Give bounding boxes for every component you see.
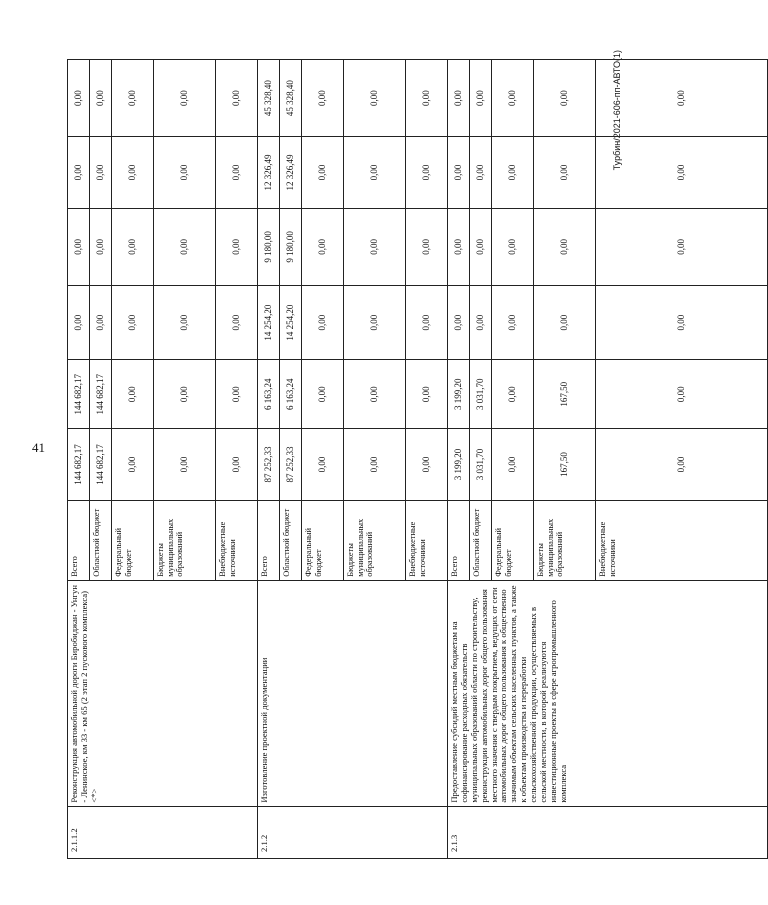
- amount-cell: 45 328,40: [280, 60, 302, 137]
- amount-cell: 0,00: [596, 360, 768, 429]
- amount-cell: 87 252,33: [280, 429, 302, 501]
- page-number: 41: [32, 440, 45, 455]
- funding-source: Бюджеты муниципальных образований: [344, 500, 406, 580]
- funding-source: Бюджеты муниципальных образований: [154, 500, 216, 580]
- amount-cell: 0,00: [154, 137, 216, 209]
- amount-cell: 0,00: [406, 360, 448, 429]
- amount-cell: 0,00: [302, 429, 344, 501]
- amount-cell: 0,00: [90, 137, 112, 209]
- amount-cell: 3 031,70: [470, 360, 492, 429]
- section-title: Предоставление субсидий местным бюджетам на софинансирование расходных обязательств муниципальных образований области по строительству, реконструкции автомобильных дорог общего пользования местного значения с твердым покрытием, ведущих от сети автомобильных дорог общего пользования к общественно значимым объектам сельских населенных пунктов, а также к объектам производства и переработки сельскохозяйственной продукции, осуществляемых в сельской местности, в которой реализуются инвестиционные проекты в сфере агропромышленного комплекса: [448, 580, 768, 806]
- funding-source: Бюджеты муниципальных образований: [534, 500, 596, 580]
- amount-cell: 0,00: [154, 360, 216, 429]
- amount-cell: 0,00: [216, 285, 258, 359]
- amount-cell: 0,00: [112, 429, 154, 501]
- amount-cell: 14 254,20: [258, 285, 280, 359]
- amount-cell: 0,00: [406, 60, 448, 137]
- amount-cell: 0,00: [596, 60, 768, 137]
- amount-cell: 0,00: [112, 60, 154, 137]
- amount-cell: 3 031,70: [470, 429, 492, 501]
- funding-source: Федеральный бюджет: [492, 500, 534, 580]
- funding-source: Внебюджетные источники: [596, 500, 768, 580]
- funding-source: Внебюджетные источники: [406, 500, 448, 580]
- funding-source: Областной бюджет: [470, 500, 492, 580]
- amount-cell: 0,00: [470, 60, 492, 137]
- amount-cell: 0,00: [68, 285, 90, 359]
- amount-cell: 0,00: [406, 137, 448, 209]
- amount-cell: 0,00: [216, 429, 258, 501]
- amount-cell: 167,50: [534, 360, 596, 429]
- section-code: 2.1.3: [448, 806, 768, 858]
- amount-cell: 144 682,17: [90, 429, 112, 501]
- amount-cell: 0,00: [470, 208, 492, 285]
- amount-cell: 0,00: [112, 360, 154, 429]
- amount-cell: 0,00: [344, 285, 406, 359]
- amount-cell: 0,00: [406, 429, 448, 501]
- amount-cell: 0,00: [344, 137, 406, 209]
- amount-cell: 0,00: [90, 60, 112, 137]
- section-code: 2.1.1.2: [68, 806, 258, 858]
- amount-cell: 0,00: [90, 208, 112, 285]
- amount-cell: 0,00: [448, 208, 470, 285]
- amount-cell: 0,00: [344, 429, 406, 501]
- funding-source: Федеральный бюджет: [112, 500, 154, 580]
- amount-cell: 6 163,24: [280, 360, 302, 429]
- amount-cell: 0,00: [448, 137, 470, 209]
- amount-cell: 0,00: [216, 208, 258, 285]
- amount-cell: 144 682,17: [68, 429, 90, 501]
- amount-cell: 6 163,24: [258, 360, 280, 429]
- amount-cell: 0,00: [68, 137, 90, 209]
- amount-cell: 0,00: [154, 208, 216, 285]
- amount-cell: 0,00: [492, 285, 534, 359]
- amount-cell: 0,00: [596, 137, 768, 209]
- amount-cell: 0,00: [216, 360, 258, 429]
- funding-source: Областной бюджет: [280, 500, 302, 580]
- funding-source: Внебюджетные источники: [216, 500, 258, 580]
- amount-cell: 0,00: [406, 208, 448, 285]
- amount-cell: 0,00: [216, 137, 258, 209]
- amount-cell: 9 180,00: [280, 208, 302, 285]
- amount-cell: 0,00: [112, 137, 154, 209]
- amount-cell: 0,00: [492, 208, 534, 285]
- amount-cell: 0,00: [68, 60, 90, 137]
- amount-cell: 0,00: [344, 360, 406, 429]
- funding-source: Всего: [448, 500, 470, 580]
- amount-cell: 0,00: [154, 285, 216, 359]
- amount-cell: 0,00: [448, 285, 470, 359]
- amount-cell: 0,00: [302, 360, 344, 429]
- amount-cell: 0,00: [344, 60, 406, 137]
- funding-source: Федеральный бюджет: [302, 500, 344, 580]
- amount-cell: 0,00: [534, 60, 596, 137]
- amount-cell: 0,00: [534, 137, 596, 209]
- amount-cell: 0,00: [534, 208, 596, 285]
- amount-cell: 3 199,20: [448, 360, 470, 429]
- amount-cell: 87 252,33: [258, 429, 280, 501]
- table-row: [258, 60, 280, 859]
- amount-cell: 0,00: [492, 60, 534, 137]
- amount-cell: 0,00: [302, 208, 344, 285]
- amount-cell: 0,00: [492, 429, 534, 501]
- amount-cell: 0,00: [344, 208, 406, 285]
- amount-cell: 0,00: [470, 285, 492, 359]
- amount-cell: 0,00: [448, 60, 470, 137]
- amount-cell: 0,00: [596, 429, 768, 501]
- amount-cell: 167,50: [534, 429, 596, 501]
- amount-cell: 0,00: [534, 285, 596, 359]
- funding-source: Всего: [258, 500, 280, 580]
- amount-cell: 0,00: [596, 208, 768, 285]
- funding-table-body: [68, 60, 768, 859]
- amount-cell: 0,00: [90, 285, 112, 359]
- amount-cell: 12 326,49: [258, 137, 280, 209]
- table-row: [448, 60, 470, 859]
- amount-cell: 0,00: [154, 60, 216, 137]
- amount-cell: 12 326,49: [280, 137, 302, 209]
- funding-source: Областной бюджет: [90, 500, 112, 580]
- table-row: [68, 60, 90, 859]
- document-code: Турбин/2021-606-пп-АВТО(1): [612, 50, 622, 171]
- amount-cell: 0,00: [112, 285, 154, 359]
- amount-cell: 0,00: [492, 137, 534, 209]
- amount-cell: 3 199,20: [448, 429, 470, 501]
- amount-cell: 0,00: [406, 285, 448, 359]
- amount-cell: 0,00: [302, 137, 344, 209]
- amount-cell: 9 180,00: [258, 208, 280, 285]
- section-code: 2.1.2: [258, 806, 448, 858]
- amount-cell: 14 254,20: [280, 285, 302, 359]
- amount-cell: 0,00: [492, 360, 534, 429]
- amount-cell: 0,00: [112, 208, 154, 285]
- amount-cell: 0,00: [68, 208, 90, 285]
- amount-cell: 0,00: [302, 285, 344, 359]
- amount-cell: 0,00: [216, 60, 258, 137]
- section-title: Реконструкция автомобильной дороги Биробиджан - Унгун - Ленинское, км 33 - км 65 (2 этап 2 пускового комплекса) <*>: [68, 580, 258, 806]
- funding-table: [67, 59, 768, 859]
- amount-cell: 45 328,40: [258, 60, 280, 137]
- amount-cell: 0,00: [302, 60, 344, 137]
- funding-source: Всего: [68, 500, 90, 580]
- section-title: Изготовление проектной документации: [258, 580, 448, 806]
- amount-cell: 0,00: [470, 137, 492, 209]
- amount-cell: 0,00: [154, 429, 216, 501]
- amount-cell: 144 682,17: [68, 360, 90, 429]
- amount-cell: 144 682,17: [90, 360, 112, 429]
- amount-cell: 0,00: [596, 285, 768, 359]
